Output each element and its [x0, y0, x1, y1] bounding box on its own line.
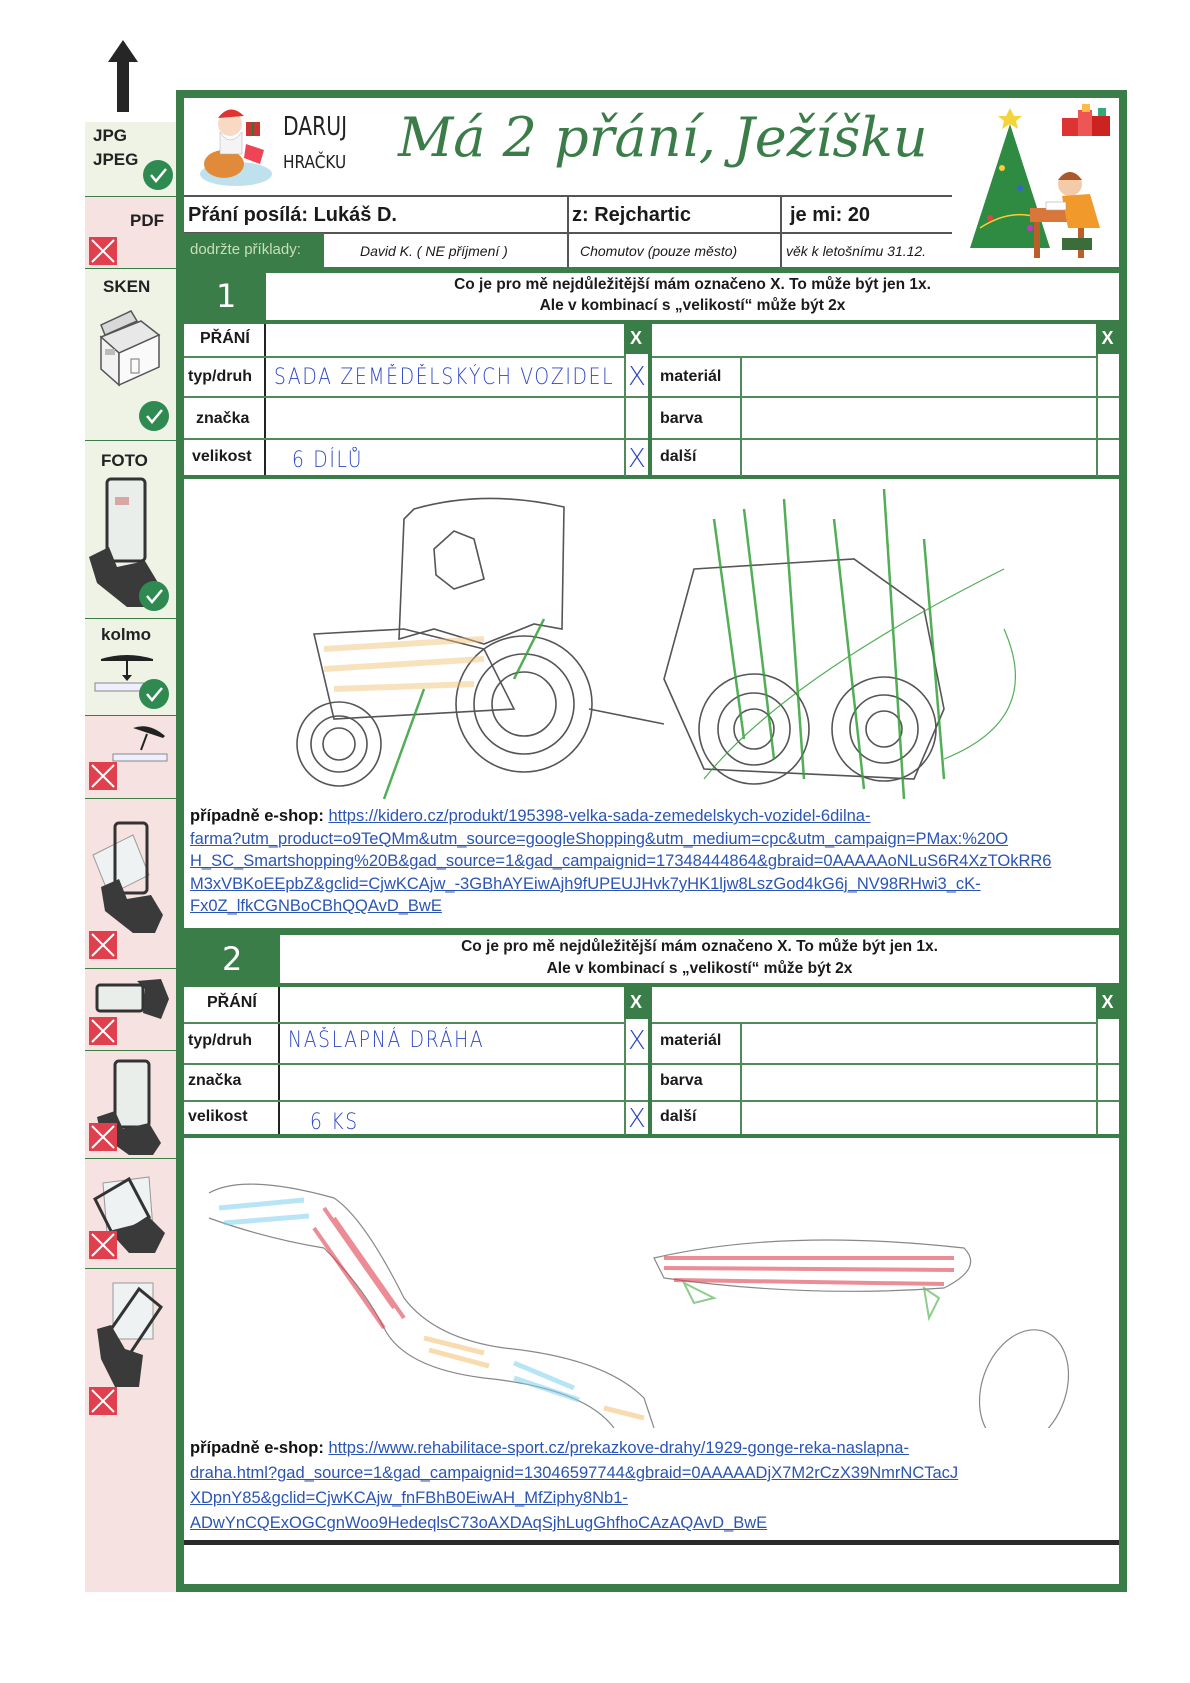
from-label: z:	[572, 204, 589, 226]
wish-2-instructions	[280, 935, 1119, 985]
age-label: je mi:	[790, 204, 843, 226]
wish-2-size-field[interactable]: 6 KS	[310, 1110, 359, 1135]
logo-hracku: HRAČKU	[283, 152, 347, 173]
hint-name-example: David K. ( NE příjmení )	[360, 243, 508, 259]
wish-2-number-cell	[184, 935, 280, 985]
wish-2-eshop-link[interactable]: XDpnY85&gclid=CjwKCAjw_fnFBhB0EiwAH_MfZiphy8Nb1-	[190, 1489, 628, 1507]
cross-icon	[89, 237, 117, 265]
sidebar-item-jpg	[85, 122, 177, 197]
wish-2-size-mark[interactable]: X	[628, 1104, 646, 1134]
logo-daruj: DARUJ	[283, 112, 348, 142]
bottom-divider	[184, 1540, 1119, 1545]
check-icon	[139, 679, 169, 709]
check-icon	[143, 160, 173, 190]
phone-rotated-photo-icon	[91, 1279, 167, 1389]
wish-1-x-column-header-right: X	[1096, 322, 1119, 354]
wish-1-instructions	[266, 273, 1119, 321]
hint-label: dodržte příklady:	[190, 241, 301, 258]
check-icon	[139, 401, 169, 431]
wish-2-x-column-header: X	[624, 985, 648, 1019]
sender-field	[188, 204, 397, 227]
wish-1-x-column-header: X	[624, 322, 648, 354]
wish-1-size-field[interactable]: 6 DÍLŮ	[292, 448, 364, 473]
eshop-label: případně e-shop:	[190, 1439, 324, 1457]
type-label: typ/druh	[188, 1032, 252, 1049]
other-label: další	[660, 1108, 697, 1125]
sender-label: Přání posílá:	[188, 204, 309, 226]
wish-2-eshop-link[interactable]: draha.html?gad_source=1&gad_campaignid=13046597744&gbraid=0AAAAADjX7M2rCzX39NmrNCTacJ	[190, 1464, 959, 1482]
wish-1-eshop	[190, 805, 1120, 918]
wish-label: PŘÁNÍ	[207, 994, 257, 1011]
age-field	[790, 204, 870, 227]
up-arrow-icon	[108, 40, 138, 112]
scan-label: SKEN	[103, 277, 151, 296]
sidebar-item-landscape	[85, 969, 177, 1051]
material-label: materiál	[660, 368, 722, 385]
type-label: typ/druh	[188, 368, 252, 385]
brand-label: značka	[196, 410, 250, 427]
wish-2-eshop	[190, 1436, 1120, 1536]
sidebar-item-partial	[85, 1051, 177, 1159]
instruction-line-2: Ale v kombinací s „velikostí“ může být 2x	[546, 960, 853, 977]
instruction-line-1: Co je pro mě nejdůležitější mám označeno X. To může být jen 1x.	[454, 276, 931, 293]
sidebar-item-perpendicular	[85, 619, 177, 716]
presents-icon	[1058, 102, 1114, 142]
cross-icon	[89, 1123, 117, 1151]
sidebar-item-angled	[85, 716, 177, 799]
wish-1-number: 1	[216, 277, 237, 315]
sidebar-item-scan	[85, 269, 177, 441]
format-guide-sidebar	[85, 122, 177, 1592]
wish-2-x-column-header-right: X	[1096, 985, 1119, 1019]
cross-icon	[89, 1017, 117, 1045]
wish-1-drawing-tractor	[184, 479, 1119, 809]
other-label: další	[660, 448, 697, 465]
phone-tilted-photo-icon	[89, 815, 169, 935]
size-label: velikost	[188, 1108, 248, 1125]
wish-1-eshop-link[interactable]: farma?utm_product=o9TeQMm&utm_source=googleShopping&utm_medium=cpc&utm_campaign=PMax:%20O	[190, 829, 1009, 848]
eshop-label: případně e-shop:	[190, 807, 324, 825]
from-value: Rejchartic	[594, 204, 691, 226]
jpg-label: JPG	[93, 126, 128, 145]
from-field	[572, 204, 691, 227]
wish-2-type-mark[interactable]: X	[628, 1026, 646, 1056]
perpendicular-label: kolmo	[101, 625, 152, 644]
instruction-line-1: Co je pro mě nejdůležitější mám označeno X. To může být jen 1x.	[461, 938, 938, 955]
sidebar-item-photo	[85, 441, 177, 619]
hint-age-example: věk k letošnímu 31.12.	[786, 243, 927, 259]
wish-2-eshop-link[interactable]: ADwYnCQExOGCgnWoo9HedeqlsC73oAXDAqSjhLugGhfhoCAzAQAvD_BwE	[190, 1514, 768, 1532]
wish-1-eshop-link[interactable]: M3xVBKoEEpbZ&gclid=CjwKCAjw_-3GBhAYEiwAjh9fUPEUJHvk7yHK1ljw8LszGod4kG6j_NV98RHwi3_cK-	[190, 874, 981, 893]
jpeg-label: JPEG	[93, 150, 139, 169]
cross-icon	[89, 1387, 117, 1415]
cross-icon	[89, 1231, 117, 1259]
sidebar-item-skewed	[85, 1159, 177, 1269]
check-icon	[139, 581, 169, 611]
photo-label: FOTO	[101, 451, 148, 470]
hint-label-cell	[184, 233, 324, 267]
page-title: Má 2 přání, Ježíšku	[398, 106, 928, 169]
wish-2-drawing-stepping-path	[184, 1138, 1119, 1428]
wish-2-number: 2	[222, 940, 243, 978]
hint-city-example: Chomutov (pouze město)	[580, 243, 738, 259]
instruction-line-2: Ale v kombinací s „velikostí“ může být 2x	[539, 297, 846, 314]
santa-logo-icon	[198, 104, 276, 188]
wish-label: PŘÁNÍ	[200, 330, 250, 347]
wish-2-eshop-link[interactable]: https://www.rehabilitace-sport.cz/prekazkove-drahy/1929-gonge-reka-naslapna-	[328, 1439, 909, 1457]
material-label: materiál	[660, 1032, 722, 1049]
cross-icon	[89, 762, 117, 790]
sidebar-item-rotated	[85, 1269, 177, 1592]
sidebar-item-pdf	[85, 197, 177, 269]
wish-1-type-field[interactable]: SADA ZEMĚDĚLSKÝCH VOZIDEL	[274, 365, 615, 390]
brand-label: značka	[188, 1072, 242, 1089]
color-label: barva	[660, 1072, 703, 1089]
age-value: 20	[847, 204, 871, 226]
wish-1-eshop-link[interactable]: Fx0Z_lfkCGNBoCBhQQAvD_BwE	[190, 897, 442, 915]
size-label: velikost	[192, 448, 252, 465]
wish-1-eshop-link[interactable]: H_SC_Smartshopping%20B&gad_source=1&gad_campaignid=17348444864&gbraid=0AAAAAoNLuS6R4XzTOkRR6	[190, 852, 1052, 870]
scanner-icon	[91, 307, 161, 387]
pdf-label: PDF	[130, 211, 164, 230]
sender-value: Lukáš D.	[313, 204, 397, 226]
color-label: barva	[660, 410, 703, 427]
wish-2-type-field[interactable]: NAŠLAPNÁ DRÁHA	[288, 1028, 485, 1053]
cross-icon	[89, 931, 117, 959]
wish-1-number-cell	[184, 273, 266, 321]
wish-1-type-mark[interactable]: X	[628, 362, 646, 392]
wish-1-size-mark[interactable]: X	[628, 444, 646, 474]
sidebar-item-tilted	[85, 799, 177, 969]
wish-1-eshop-link[interactable]: https://kidero.cz/produkt/195398-velka-sada-zemedelskych-vozidel-6dilna-	[328, 807, 871, 825]
